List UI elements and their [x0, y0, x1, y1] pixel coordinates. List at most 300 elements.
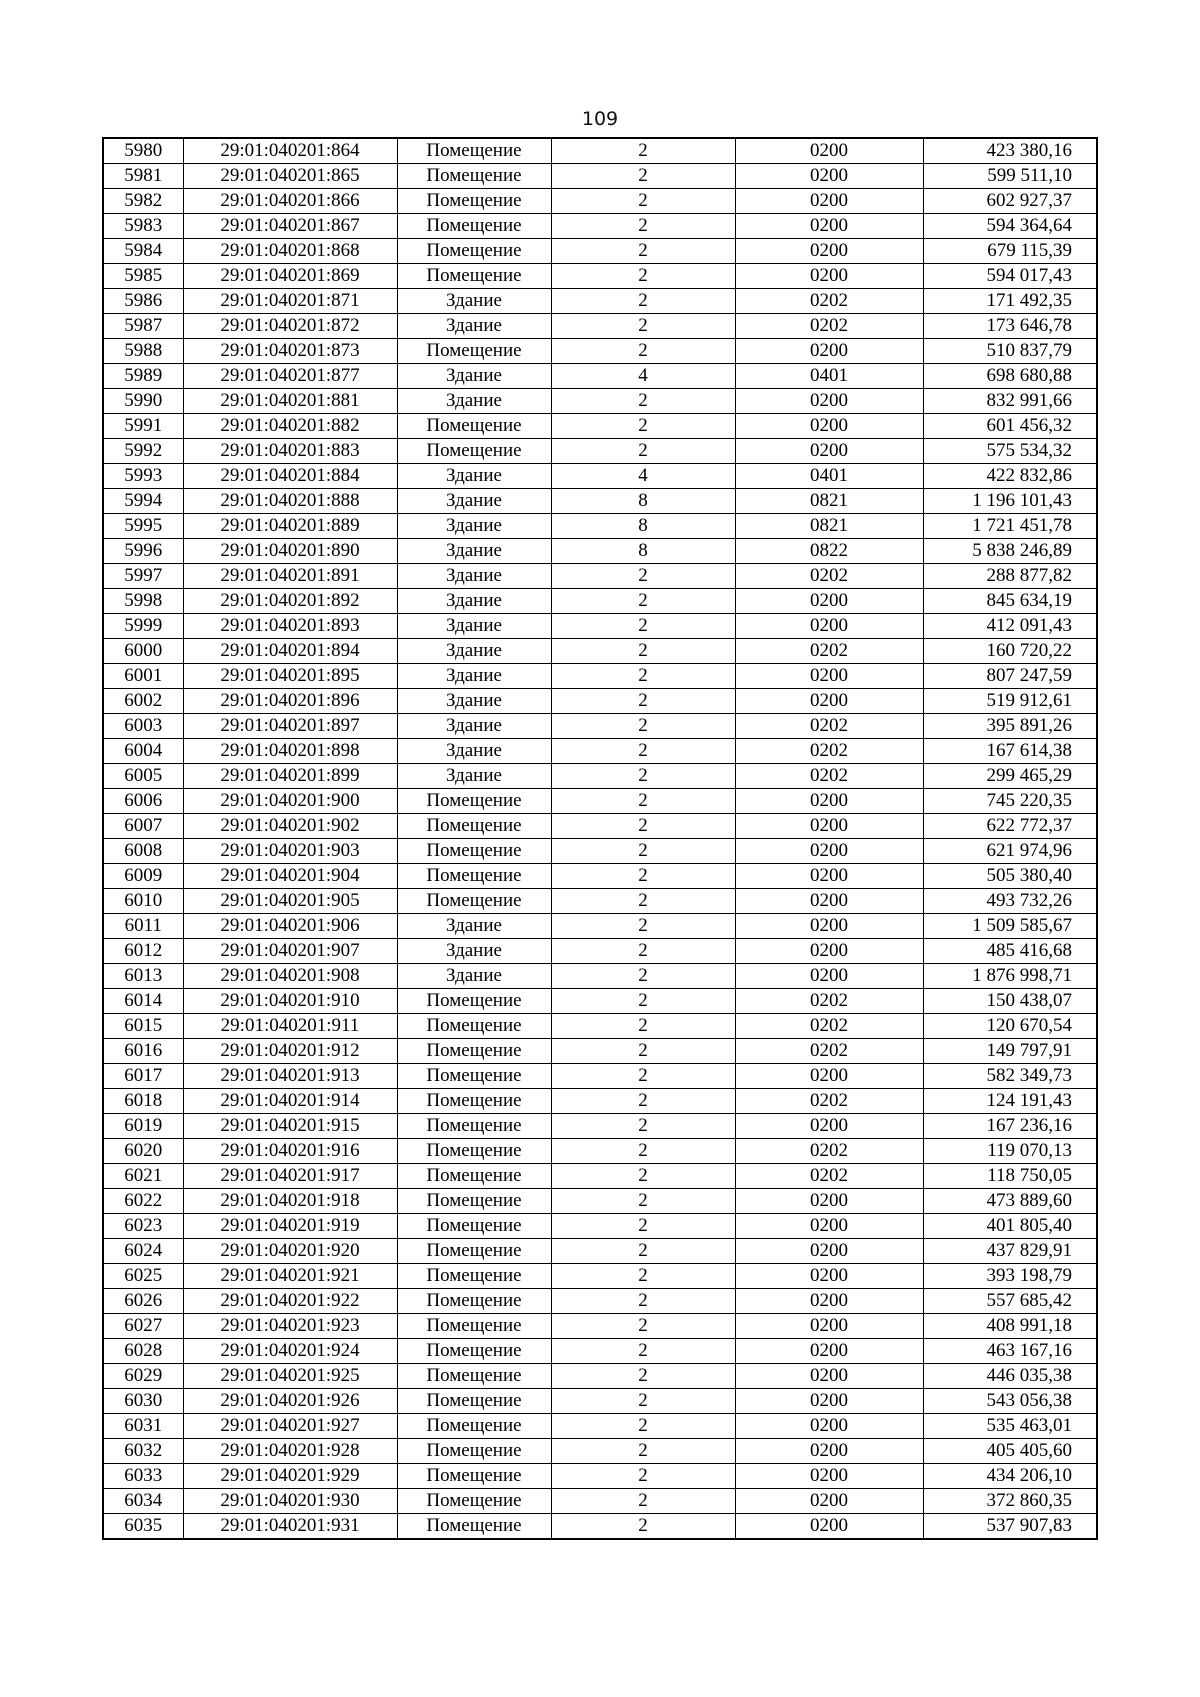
table-row: [103, 1339, 1097, 1364]
cadastral-value-cell: 149 797,91: [923, 1039, 1097, 1064]
code-cell: 0202: [735, 764, 923, 789]
row-number-cell: 6000: [103, 639, 183, 664]
code-cell: 0200: [735, 939, 923, 964]
group-cell: 2: [551, 1064, 735, 1089]
cadastral-value-cell: 405 405,60: [923, 1439, 1097, 1464]
cadastral-number-cell: 29:01:040201:873: [183, 339, 397, 364]
table-row: [103, 839, 1097, 864]
cadastral-number-cell: 29:01:040201:931: [183, 1514, 397, 1540]
cadastral-number-cell: 29:01:040201:921: [183, 1264, 397, 1289]
table-row: [103, 1039, 1097, 1064]
table-row: [103, 539, 1097, 564]
cadastral-value-cell: 446 035,38: [923, 1364, 1097, 1389]
table-row: [103, 1114, 1097, 1139]
cadastral-value-cell: 1 196 101,43: [923, 489, 1097, 514]
group-cell: 2: [551, 1039, 735, 1064]
table-row: [103, 1139, 1097, 1164]
code-cell: 0202: [735, 639, 923, 664]
code-cell: 0200: [735, 1389, 923, 1414]
cadastral-number-cell: 29:01:040201:907: [183, 939, 397, 964]
cadastral-value-cell: 171 492,35: [923, 289, 1097, 314]
row-number-cell: 6002: [103, 689, 183, 714]
cadastral-number-cell: 29:01:040201:872: [183, 314, 397, 339]
cadastral-value-cell: 463 167,16: [923, 1339, 1097, 1364]
code-cell: 0200: [735, 1189, 923, 1214]
code-cell: 0202: [735, 314, 923, 339]
table-row: [103, 189, 1097, 214]
cadastral-value-cell: 510 837,79: [923, 339, 1097, 364]
object-type-cell: Помещение: [397, 164, 551, 189]
code-cell: 0202: [735, 1039, 923, 1064]
table-row: [103, 364, 1097, 389]
cadastral-number-cell: 29:01:040201:895: [183, 664, 397, 689]
object-type-cell: Помещение: [397, 989, 551, 1014]
code-cell: 0821: [735, 514, 923, 539]
row-number-cell: 6026: [103, 1289, 183, 1314]
cadastral-value-cell: 557 685,42: [923, 1289, 1097, 1314]
code-cell: 0200: [735, 1489, 923, 1514]
cadastral-value-cell: 582 349,73: [923, 1064, 1097, 1089]
cadastral-value-cell: 118 750,05: [923, 1164, 1097, 1189]
table-row: [103, 739, 1097, 764]
row-number-cell: 6022: [103, 1189, 183, 1214]
cadastral-value-cell: 575 534,32: [923, 439, 1097, 464]
object-type-cell: Помещение: [397, 1514, 551, 1540]
group-cell: 2: [551, 1314, 735, 1339]
cadastral-value-cell: 493 732,26: [923, 889, 1097, 914]
table-body: [103, 138, 1097, 1539]
group-cell: 2: [551, 1239, 735, 1264]
object-type-cell: Помещение: [397, 1014, 551, 1039]
code-cell: 0200: [735, 1364, 923, 1389]
cadastral-value-cell: 602 927,37: [923, 189, 1097, 214]
cadastral-number-cell: 29:01:040201:915: [183, 1114, 397, 1139]
row-number-cell: 6028: [103, 1339, 183, 1364]
code-cell: 0821: [735, 489, 923, 514]
cadastral-value-cell: 535 463,01: [923, 1414, 1097, 1439]
row-number-cell: 6003: [103, 714, 183, 739]
table-row: [103, 1464, 1097, 1489]
row-number-cell: 5991: [103, 414, 183, 439]
group-cell: 2: [551, 814, 735, 839]
code-cell: 0200: [735, 1339, 923, 1364]
table-row: [103, 1089, 1097, 1114]
row-number-cell: 6034: [103, 1489, 183, 1514]
row-number-cell: 6007: [103, 814, 183, 839]
group-cell: 2: [551, 739, 735, 764]
row-number-cell: 6013: [103, 964, 183, 989]
row-number-cell: 6017: [103, 1064, 183, 1089]
cadastral-number-cell: 29:01:040201:888: [183, 489, 397, 514]
code-cell: 0200: [735, 964, 923, 989]
table-row: [103, 1214, 1097, 1239]
group-cell: 2: [551, 214, 735, 239]
row-number-cell: 5995: [103, 514, 183, 539]
object-type-cell: Помещение: [397, 189, 551, 214]
group-cell: 2: [551, 1014, 735, 1039]
cadastral-number-cell: 29:01:040201:864: [183, 138, 397, 164]
cadastral-number-cell: 29:01:040201:919: [183, 1214, 397, 1239]
object-type-cell: Помещение: [397, 1239, 551, 1264]
group-cell: 2: [551, 189, 735, 214]
group-cell: 4: [551, 464, 735, 489]
cadastral-number-cell: 29:01:040201:910: [183, 989, 397, 1014]
table-row: [103, 1364, 1097, 1389]
cadastral-number-cell: 29:01:040201:913: [183, 1064, 397, 1089]
object-type-cell: Здание: [397, 664, 551, 689]
table-row: [103, 889, 1097, 914]
object-type-cell: Помещение: [397, 1114, 551, 1139]
group-cell: 2: [551, 1164, 735, 1189]
cadastral-number-cell: 29:01:040201:884: [183, 464, 397, 489]
group-cell: 8: [551, 489, 735, 514]
row-number-cell: 6018: [103, 1089, 183, 1114]
code-cell: 0200: [735, 1414, 923, 1439]
cadastral-value-cell: 299 465,29: [923, 764, 1097, 789]
table-row: [103, 789, 1097, 814]
group-cell: 2: [551, 239, 735, 264]
cadastral-number-cell: 29:01:040201:902: [183, 814, 397, 839]
row-number-cell: 5992: [103, 439, 183, 464]
code-cell: 0200: [735, 1064, 923, 1089]
group-cell: 2: [551, 264, 735, 289]
cadastral-value-cell: 679 115,39: [923, 239, 1097, 264]
object-type-cell: Здание: [397, 964, 551, 989]
group-cell: 2: [551, 314, 735, 339]
object-type-cell: Здание: [397, 314, 551, 339]
code-cell: 0200: [735, 614, 923, 639]
object-type-cell: Помещение: [397, 214, 551, 239]
object-type-cell: Здание: [397, 589, 551, 614]
cadastral-number-cell: 29:01:040201:908: [183, 964, 397, 989]
row-number-cell: 5990: [103, 389, 183, 414]
row-number-cell: 6016: [103, 1039, 183, 1064]
object-type-cell: Здание: [397, 614, 551, 639]
object-type-cell: Здание: [397, 514, 551, 539]
table-row: [103, 1189, 1097, 1214]
object-type-cell: Помещение: [397, 1039, 551, 1064]
table-row: [103, 514, 1097, 539]
object-type-cell: Помещение: [397, 789, 551, 814]
cadastral-value-cell: 160 720,22: [923, 639, 1097, 664]
group-cell: 2: [551, 614, 735, 639]
table-row: [103, 814, 1097, 839]
row-number-cell: 5981: [103, 164, 183, 189]
object-type-cell: Помещение: [397, 1214, 551, 1239]
group-cell: 2: [551, 914, 735, 939]
cadastral-number-cell: 29:01:040201:930: [183, 1489, 397, 1514]
group-cell: 2: [551, 839, 735, 864]
cadastral-number-cell: 29:01:040201:924: [183, 1339, 397, 1364]
cadastral-number-cell: 29:01:040201:865: [183, 164, 397, 189]
group-cell: 2: [551, 1514, 735, 1540]
group-cell: 2: [551, 1339, 735, 1364]
cadastral-value-cell: 845 634,19: [923, 589, 1097, 614]
code-cell: 0200: [735, 214, 923, 239]
cadastral-value-cell: 173 646,78: [923, 314, 1097, 339]
row-number-cell: 6035: [103, 1514, 183, 1540]
table-row: [103, 589, 1097, 614]
cadastral-number-cell: 29:01:040201:892: [183, 589, 397, 614]
table-row: [103, 689, 1097, 714]
group-cell: 2: [551, 989, 735, 1014]
cadastral-value-cell: 505 380,40: [923, 864, 1097, 889]
row-number-cell: 5984: [103, 239, 183, 264]
group-cell: 2: [551, 439, 735, 464]
object-type-cell: Помещение: [397, 339, 551, 364]
group-cell: 2: [551, 1289, 735, 1314]
code-cell: 0200: [735, 1514, 923, 1540]
cadastral-value-cell: 119 070,13: [923, 1139, 1097, 1164]
row-number-cell: 6019: [103, 1114, 183, 1139]
row-number-cell: 6020: [103, 1139, 183, 1164]
cadastral-number-cell: 29:01:040201:916: [183, 1139, 397, 1164]
code-cell: 0202: [735, 289, 923, 314]
object-type-cell: Здание: [397, 714, 551, 739]
group-cell: 2: [551, 138, 735, 164]
row-number-cell: 5998: [103, 589, 183, 614]
code-cell: 0202: [735, 1089, 923, 1114]
cadastral-value-cell: 150 438,07: [923, 989, 1097, 1014]
cadastral-number-cell: 29:01:040201:906: [183, 914, 397, 939]
group-cell: 2: [551, 1464, 735, 1489]
row-number-cell: 5999: [103, 614, 183, 639]
table-row: [103, 764, 1097, 789]
object-type-cell: Помещение: [397, 1314, 551, 1339]
object-type-cell: Помещение: [397, 1089, 551, 1114]
table-row: [103, 989, 1097, 1014]
table-row: [103, 1064, 1097, 1089]
code-cell: 0200: [735, 164, 923, 189]
group-cell: 2: [551, 1364, 735, 1389]
object-type-cell: Здание: [397, 739, 551, 764]
cadastral-value-cell: 393 198,79: [923, 1264, 1097, 1289]
group-cell: 2: [551, 1214, 735, 1239]
cadastral-number-cell: 29:01:040201:922: [183, 1289, 397, 1314]
cadastral-value-cell: 412 091,43: [923, 614, 1097, 639]
row-number-cell: 6021: [103, 1164, 183, 1189]
cadastral-value-cell: 434 206,10: [923, 1464, 1097, 1489]
cadastral-value-cell: 1 876 998,71: [923, 964, 1097, 989]
object-type-cell: Помещение: [397, 814, 551, 839]
code-cell: 0200: [735, 689, 923, 714]
group-cell: 2: [551, 589, 735, 614]
code-cell: 0200: [735, 1214, 923, 1239]
group-cell: 2: [551, 664, 735, 689]
code-cell: 0202: [735, 1139, 923, 1164]
table-row: [103, 1289, 1097, 1314]
cadastral-number-cell: 29:01:040201:905: [183, 889, 397, 914]
table-row: [103, 439, 1097, 464]
cadastral-value-cell: 621 974,96: [923, 839, 1097, 864]
table-row: [103, 1014, 1097, 1039]
code-cell: 0202: [735, 1164, 923, 1189]
row-number-cell: 5987: [103, 314, 183, 339]
object-type-cell: Помещение: [397, 1064, 551, 1089]
table-row: [103, 289, 1097, 314]
group-cell: 2: [551, 1414, 735, 1439]
code-cell: 0202: [735, 739, 923, 764]
cadastral-number-cell: 29:01:040201:899: [183, 764, 397, 789]
cadastral-number-cell: 29:01:040201:866: [183, 189, 397, 214]
object-type-cell: Помещение: [397, 1289, 551, 1314]
code-cell: 0200: [735, 914, 923, 939]
cadastral-number-cell: 29:01:040201:925: [183, 1364, 397, 1389]
group-cell: 2: [551, 789, 735, 814]
table-row: [103, 714, 1097, 739]
cadastral-value-cell: 1 721 451,78: [923, 514, 1097, 539]
cadastral-number-cell: 29:01:040201:903: [183, 839, 397, 864]
code-cell: 0200: [735, 389, 923, 414]
cadastral-value-cell: 422 832,86: [923, 464, 1097, 489]
group-cell: 2: [551, 714, 735, 739]
cadastral-number-cell: 29:01:040201:928: [183, 1439, 397, 1464]
cadastral-value-cell: 423 380,16: [923, 138, 1097, 164]
code-cell: 0200: [735, 864, 923, 889]
row-number-cell: 6031: [103, 1414, 183, 1439]
object-type-cell: Здание: [397, 914, 551, 939]
code-cell: 0200: [735, 1439, 923, 1464]
cadastral-value-cell: 288 877,82: [923, 564, 1097, 589]
table-row: [103, 964, 1097, 989]
table-row: [103, 138, 1097, 164]
cadastral-number-cell: 29:01:040201:911: [183, 1014, 397, 1039]
object-type-cell: Помещение: [397, 1139, 551, 1164]
row-number-cell: 6001: [103, 664, 183, 689]
cadastral-number-cell: 29:01:040201:900: [183, 789, 397, 814]
group-cell: 8: [551, 539, 735, 564]
code-cell: 0401: [735, 464, 923, 489]
table-row: [103, 1164, 1097, 1189]
table-row: [103, 1239, 1097, 1264]
code-cell: 0200: [735, 264, 923, 289]
object-type-cell: Помещение: [397, 1164, 551, 1189]
group-cell: 2: [551, 564, 735, 589]
code-cell: 0200: [735, 1114, 923, 1139]
table-row: [103, 864, 1097, 889]
code-cell: 0200: [735, 889, 923, 914]
row-number-cell: 5988: [103, 339, 183, 364]
cadastral-number-cell: 29:01:040201:883: [183, 439, 397, 464]
row-number-cell: 6015: [103, 1014, 183, 1039]
row-number-cell: 5993: [103, 464, 183, 489]
cadastral-value-cell: 124 191,43: [923, 1089, 1097, 1114]
row-number-cell: 5997: [103, 564, 183, 589]
group-cell: 2: [551, 1389, 735, 1414]
group-cell: 2: [551, 414, 735, 439]
cadastral-value-cell: 473 889,60: [923, 1189, 1097, 1214]
row-number-cell: 6014: [103, 989, 183, 1014]
row-number-cell: 6030: [103, 1389, 183, 1414]
object-type-cell: Помещение: [397, 1339, 551, 1364]
object-type-cell: Здание: [397, 364, 551, 389]
cadastral-number-cell: 29:01:040201:912: [183, 1039, 397, 1064]
row-number-cell: 5994: [103, 489, 183, 514]
object-type-cell: Здание: [397, 464, 551, 489]
cadastral-number-cell: 29:01:040201:882: [183, 414, 397, 439]
code-cell: 0200: [735, 789, 923, 814]
code-cell: 0822: [735, 539, 923, 564]
object-type-cell: Здание: [397, 389, 551, 414]
cadastral-value-table: [102, 137, 1098, 1540]
cadastral-value-cell: 745 220,35: [923, 789, 1097, 814]
table-row: [103, 1489, 1097, 1514]
cadastral-number-cell: 29:01:040201:890: [183, 539, 397, 564]
cadastral-value-cell: 5 838 246,89: [923, 539, 1097, 564]
page-number: 109: [581, 108, 619, 130]
object-type-cell: Здание: [397, 489, 551, 514]
group-cell: 2: [551, 939, 735, 964]
object-type-cell: Помещение: [397, 1264, 551, 1289]
table-row: [103, 914, 1097, 939]
cadastral-value-cell: 601 456,32: [923, 414, 1097, 439]
object-type-cell: Здание: [397, 564, 551, 589]
group-cell: 2: [551, 764, 735, 789]
cadastral-number-cell: 29:01:040201:869: [183, 264, 397, 289]
group-cell: 2: [551, 689, 735, 714]
group-cell: 2: [551, 1089, 735, 1114]
cadastral-number-cell: 29:01:040201:896: [183, 689, 397, 714]
table-row: [103, 564, 1097, 589]
row-number-cell: 5983: [103, 214, 183, 239]
cadastral-number-cell: 29:01:040201:898: [183, 739, 397, 764]
table-row: [103, 939, 1097, 964]
cadastral-number-cell: 29:01:040201:904: [183, 864, 397, 889]
cadastral-number-cell: 29:01:040201:914: [183, 1089, 397, 1114]
cadastral-value-cell: 599 511,10: [923, 164, 1097, 189]
object-type-cell: Здание: [397, 689, 551, 714]
cadastral-value-cell: 408 991,18: [923, 1314, 1097, 1339]
cadastral-value-cell: 120 670,54: [923, 1014, 1097, 1039]
group-cell: 2: [551, 389, 735, 414]
group-cell: 2: [551, 1189, 735, 1214]
cadastral-number-cell: 29:01:040201:927: [183, 1414, 397, 1439]
object-type-cell: Здание: [397, 639, 551, 664]
code-cell: 0200: [735, 1264, 923, 1289]
table-row: [103, 664, 1097, 689]
code-cell: 0200: [735, 1464, 923, 1489]
row-number-cell: 5985: [103, 264, 183, 289]
cadastral-number-cell: 29:01:040201:923: [183, 1314, 397, 1339]
row-number-cell: 6029: [103, 1364, 183, 1389]
cadastral-number-cell: 29:01:040201:929: [183, 1464, 397, 1489]
cadastral-number-cell: 29:01:040201:893: [183, 614, 397, 639]
table-row: [103, 1439, 1097, 1464]
row-number-cell: 6009: [103, 864, 183, 889]
cadastral-value-cell: 401 805,40: [923, 1214, 1097, 1239]
cadastral-number-cell: 29:01:040201:881: [183, 389, 397, 414]
cadastral-number-cell: 29:01:040201:868: [183, 239, 397, 264]
table-row: [103, 489, 1097, 514]
row-number-cell: 6033: [103, 1464, 183, 1489]
table-row: [103, 214, 1097, 239]
object-type-cell: Здание: [397, 764, 551, 789]
code-cell: 0200: [735, 138, 923, 164]
code-cell: 0200: [735, 814, 923, 839]
cadastral-value-cell: 537 907,83: [923, 1514, 1097, 1540]
cadastral-number-cell: 29:01:040201:897: [183, 714, 397, 739]
cadastral-value-cell: 543 056,38: [923, 1389, 1097, 1414]
row-number-cell: 6024: [103, 1239, 183, 1264]
code-cell: 0200: [735, 839, 923, 864]
code-cell: 0202: [735, 989, 923, 1014]
group-cell: 2: [551, 639, 735, 664]
cadastral-number-cell: 29:01:040201:920: [183, 1239, 397, 1264]
object-type-cell: Помещение: [397, 264, 551, 289]
row-number-cell: 5996: [103, 539, 183, 564]
cadastral-number-cell: 29:01:040201:926: [183, 1389, 397, 1414]
code-cell: 0200: [735, 189, 923, 214]
